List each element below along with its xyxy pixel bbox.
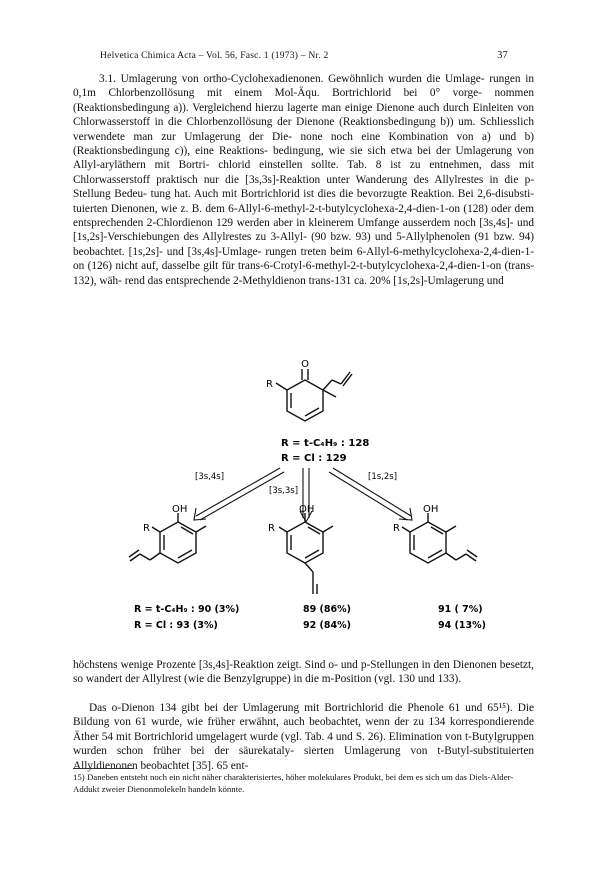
dienone-structure: [276, 369, 352, 421]
oh-group-left: OH: [172, 504, 188, 515]
text-line: ausserdem noch [3s,4s]- und [1s,2s]-Verschiebungen des Allylrestes zu 3-Allyl- (90: [73, 217, 535, 244]
text-line: Das o-Dienon 134 gibt bei der Umlagerung mit Bortrichlorid die Phenole 61 und: [89, 702, 483, 714]
arrow-label-1s2s: [1s,2s]: [368, 472, 398, 482]
footnote: [73, 771, 534, 795]
oh-group-right: OH: [423, 504, 439, 515]
oh-group-center: OH: [299, 504, 315, 515]
text-line: chlorid einstellen sollte. Tab. 8 ist zu entnehmen, dass mit Chlorwasserstoff praktisch: [73, 159, 535, 186]
text-line: tuierten Dienonen, wie z. B. dem 6-Allyl-6-methyl-2-t-butylcyclohexa-2,4-dien-1-on: [73, 202, 461, 215]
text-line: rungen treten beim 6-Allyl-6-methylcyclohexa-2,4-dien-1-on (126) nicht auf, dasselbe: [73, 245, 535, 273]
arrow-label-3s4s: [3s,4s]: [195, 472, 225, 482]
text-line: gilt für trans-6-Crotyl-6-methyl-2-t-butylcyclohexa-2,4-dien-1-on (trans-132), wäh-: [73, 260, 534, 287]
footnote-mark: 15): [73, 772, 85, 782]
start-label-129: R = Cl : 129: [281, 453, 347, 464]
text-line: (Reaktionsbedingung b)) um. Schliesslich verwendete man zur Umlagerung der Die-: [73, 116, 535, 143]
text-line: auch durch Einleiten von Chlorwasserstoff in die Chlorbenzollösung der Dienone: [73, 101, 535, 129]
text-line: (128) oder dem entsprechenden 2-Chlordienon 129 werden aber in kleinerem Umfange: [73, 202, 535, 230]
text-line: 65¹⁵). Die Bildung von 61 wurde, wie früher erwähnt, auch beobachtet, wenn der zu: [73, 702, 535, 729]
product-label-89: 89 (86%): [303, 604, 351, 615]
product-label-90: R = t-C₄H₉ : 90 (3%): [134, 604, 240, 615]
footnote-line: Daneben entsteht noch ein nicht näher charakterisiertes, höher molekulares Produkt, bei dem: [86, 772, 414, 782]
text-line: Dienonen besetzt, so wandert der Allylrest (wie die Benzylgruppe) in die m-Position: [73, 659, 534, 686]
r-substituent-left: R: [143, 523, 150, 534]
text-line: bedingung, wie sie sich etwa bei der Umlagerung von Allyl-aryläthern mit Bortri-: [73, 145, 534, 172]
text-line: 134 korrespondierende Äther 54 mit Bortrichlorid umgelagert wurde (vgl. Tab. 4 und: [73, 716, 534, 743]
paragraph-3: [73, 701, 534, 773]
phenol-4-allyl-structure: [279, 513, 333, 594]
text-line: tung hat. Auch mit Bortrichlorid ist dies die bevorzugte Reaktion. Bei 2,6-disubsti-: [150, 188, 535, 201]
phenol-5-allyl-structure: [402, 513, 477, 563]
r-substituent: R: [266, 379, 273, 390]
text-line: S. 26). Elimination von t-Butylgruppen wurden schon früher bei der säurekataly-: [73, 730, 534, 758]
text-line: none noch eine Kombination von a) und b) (Reaktionsbedingung c)), eine Reaktions-: [73, 130, 534, 158]
text-line: nur die [3s,3s]-Reaktion unter Wanderung des Allylrestes in die p-Stellung Bedeu-: [73, 173, 534, 201]
product-label-94: 94 (13%): [438, 620, 486, 631]
product-label-91: 91 ( 7%): [438, 604, 483, 615]
text-line: rungen in 0,1m Chlorbenzollösung mit einem Mol-Äqu. Bortrichlorid bei 0° vorge-: [73, 73, 535, 100]
text-line: bzw. 93) und 5-Allylphenolen (91 bzw. 94) beobachtet. [1s,2s]- und [3s,4s]-Umlage-: [73, 231, 535, 258]
text-line: rend das entsprechende 2-Methyldienon trans-131 ca. 20% [1s,2s]-Umlagerung und: [124, 274, 504, 287]
text-line: höchstens wenige Prozente [3s,4s]-Reaktion zeigt. Sind o- und p-Stellungen in den: [73, 659, 450, 671]
footnote-line: es sich um das Diels-Alder-Addukt zweier Dienonmolekeln handeln könnte.: [73, 772, 514, 794]
text-line: sierten Umlagerung von t-Butyl-substituierten Allyldienonen beobachtet [35]. 65 ent-: [73, 745, 534, 772]
text-line: (vgl. 130 und 133).: [374, 673, 462, 686]
r-substituent-center: R: [268, 523, 275, 534]
product-label-93: R = Cl : 93 (3%): [134, 620, 218, 631]
oxygen-atom: O: [301, 359, 309, 370]
footnote-divider: [73, 768, 133, 769]
paragraph-2: [73, 658, 534, 687]
product-label-92: 92 (84%): [303, 620, 351, 631]
running-title: Helvetica Chimica Acta – Vol. 56, Fasc. 1 (1973) – Nr. 2: [100, 50, 329, 61]
r-substituent-right: R: [393, 523, 400, 534]
text-line: 3.1. Umlagerung von ortho-Cyclohexadienonen. Gewöhnlich wurden die Umlage-: [99, 73, 485, 85]
page-number: 37: [497, 50, 508, 61]
text-line: nommen (Reaktionsbedingung a)). Vergleichend hierzu lagerte man einige Dienone: [73, 87, 535, 114]
arrow-label-3s3s: [3s,3s]: [269, 486, 299, 496]
start-label-128: R = t-C₄H₉ : 128: [281, 438, 370, 449]
